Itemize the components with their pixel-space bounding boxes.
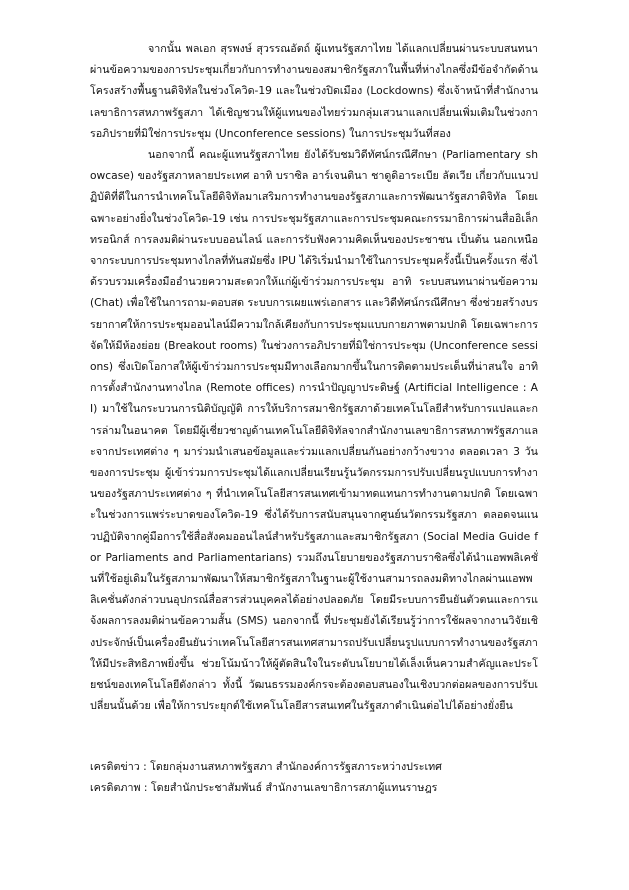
paragraph-parliamentary-showcase: นอกจากนี้ คณะผู้แทนรัฐสภาไทย ยังได้รับชมวิดีทัศน์กรณีศึกษา (Parliamentary showcase) ของรัฐสภาหลายประเทศ อาทิ บราซิล อาร์เจนตินา ชาดูดิอาระเบีย ลัตเวีย เกี่ยวกับแนวปฏิบัติที่ดีในการนำเทคโนโลยีดิจิทัลมาเสริมการทำงานของรัฐสภาและการพัฒนารัฐสภาดิจิทัล โดยเฉพาะอย่างยิ่งในช่วงโควิด-19 เช่น การประชุมรัฐสภาและการประชุมคณะกรรมาธิการผ่านสื่ออิเล็กทรอนิกส์ การลงมติผ่านระบบออนไลน์ และการรับฟังความคิดเห็นของประชาชน เป็นต้น นอกเหนือจากระบบการประชุมทางไกลที่ทันสมัยซึ่ง IPU ได้ริเริ่มนำมาใช้ในการประชุมครั้งนี้เป็นครั้งแรก ซึ่งได้รวบรวมเครื่องมืออำนวยความสะดวกให้แก่ผู้เข้าร่วมการประชุม อาทิ ระบบสนทนาผ่านข้อความ (Chat) เพื่อใช้ในการถาม-ตอบสด ระบบการเผยแพร่เอกสาร และวิดีทัศน์กรณีศึกษา ซึ่งช่วยสร้างบรรยากาศให้การประชุมออนไลน์มีความใกล้เคียงกับการประชุมแบบกายภาพตามปกติ โดยเฉพาะการจัดให้มีห้องย่อย (Breakout rooms) ในช่วงการอภิปรายที่มิใช่การประชุม (Unconference sessions) ซึ่งเปิดโอกาสให้ผู้เข้าร่วมการประชุมมีทางเลือกมากขึ้นในการติดตามประเด็นที่น่าสนใจ อาทิ การตั้งสำนักงานทางไกล (Remote offices) การนำปัญญาประดิษฐ์ (Artificial Intelligence : AI) มาใช้ในกระบวนการนิติบัญญัติ การให้บริการสมาชิกรัฐสภาด้วยเทคโนโลยีสำหรับการแปลและการล่ามในอนาคต โดยมีผู้เชี่ยวชาญด้านเทคโนโลยีดิจิทัลจากสำนักงานเลขาธิการสหภาพรัฐสภาและจากประเทศต่าง ๆ มาร่วมนำเสนอข้อมูลและร่วมแลกเปลี่ยนกันอย่างกว้างขวาง ตลอดเวลา 3 วันของการประชุม ผู้เข้าร่วมการประชุมได้แลกเปลี่ยนเรียนรู้นวัตกรรมการปรับเปลี่ยนรูปแบบการทำงานของรัฐสภาประเทศต่าง ๆ ที่นำเทคโนโลยีสารสนเทศเข้ามาทดแทนการทำงานตามปกติ โดยเฉพาะในช่วงการแพร่ระบาดของโควิด-19 ซึ่งได้รับการสนับสนุนจากศูนย์นวัตกรรมรัฐสภา ตลอดจนแนวปฏิบัติจากคู่มือการใช้สื่อสังคมออนไลน์สำหรับรัฐสภาและสมาชิกรัฐสภา (Social Media Guide for Parliaments and Parliamentarians) รวมถึงนโยบายของรัฐสภาบราซิลซึ่งได้นำแอพพลิเคชั่นที่ใช้อยู่เดิมในรัฐสภามาพัฒนาให้สมาชิกรัฐสภาในฐานะผู้ใช้งานสามารถลงมติทางไกลผ่านแอพพลิเคชั่นดังกล่าวบนอุปกรณ์สื่อสารส่วนบุคคลได้อย่างปลอดภัย โดยมีระบบการยืนยันตัวตนและการแจ้งผลการลงมติผ่านข้อความสั้น (SMS) นอกจากนี้ ที่ประชุมยังได้เรียนรู้ว่าการใช้ผลจากงานวิจัยเชิงประจักษ์เป็นเครื่องยืนยันว่าเทคโนโลยีสารสนเทศสามารถปรับเปลี่ยนรูปแบบการทำงานของรัฐสภาให้มีประสิทธิภาพยิ่งขึ้น ช่วยโน้มน้าวให้ผู้ตัดสินใจในระดับนโยบายได้เล็งเห็นความสำคัญและประโยชน์ของเทคโนโลยีดังกล่าว ทั้งนี้ วัฒนธรรมองค์กรจะต้องตอบสนองในเชิงบวกต่อผลของการปรับเปลี่ยนนั้นด้วย เพื่อให้การประยุกต์ใช้เทคโนโลยีสารสนเทศในรัฐสภาดำเนินต่อไปได้อย่างยั่งยืน	[90, 148, 538, 713]
article-body	[90, 38, 538, 717]
photo-credit: เครดิตภาพ : โดยสำนักประชาสัมพันธ์ สำนักงานเลขาธิการสภาผู้แทนราษฎร	[90, 781, 438, 794]
paragraph-remarks-exchange: จากนั้น พลเอก สุรพงษ์ สุวรรณอัตถ์ ผู้แทนรัฐสภาไทย ได้แลกเปลี่ยนผ่านระบบสนทนาผ่านข้อความของการประชุมเกี่ยวกับการทำงานของสมาชิกรัฐสภาในพื้นที่ห่างไกลซึ่งมีข้อจำกัดด้านโครงสร้างพื้นฐานดิจิทัลในช่วงโควิด-19 และในช่วงปิดเมือง (Lockdowns) ซึ่งเจ้าหน้าที่สำนักงานเลขาธิการสหภาพรัฐสภา ได้เชิญชวนให้ผู้แทนของไทยร่วมกลุ่มเสวนาแลกเปลี่ยนเพิ่มเติมในช่วงการอภิปรายที่มิใช่การประชุม (Unconference sessions) ในการประชุมวันที่สอง	[90, 42, 538, 140]
news-credit: เครดิตข่าว : โดยกลุ่มงานสหภาพรัฐสภา สำนักองค์การรัฐสภาระหว่างประเทศ	[90, 760, 442, 773]
credits-section	[90, 756, 538, 798]
